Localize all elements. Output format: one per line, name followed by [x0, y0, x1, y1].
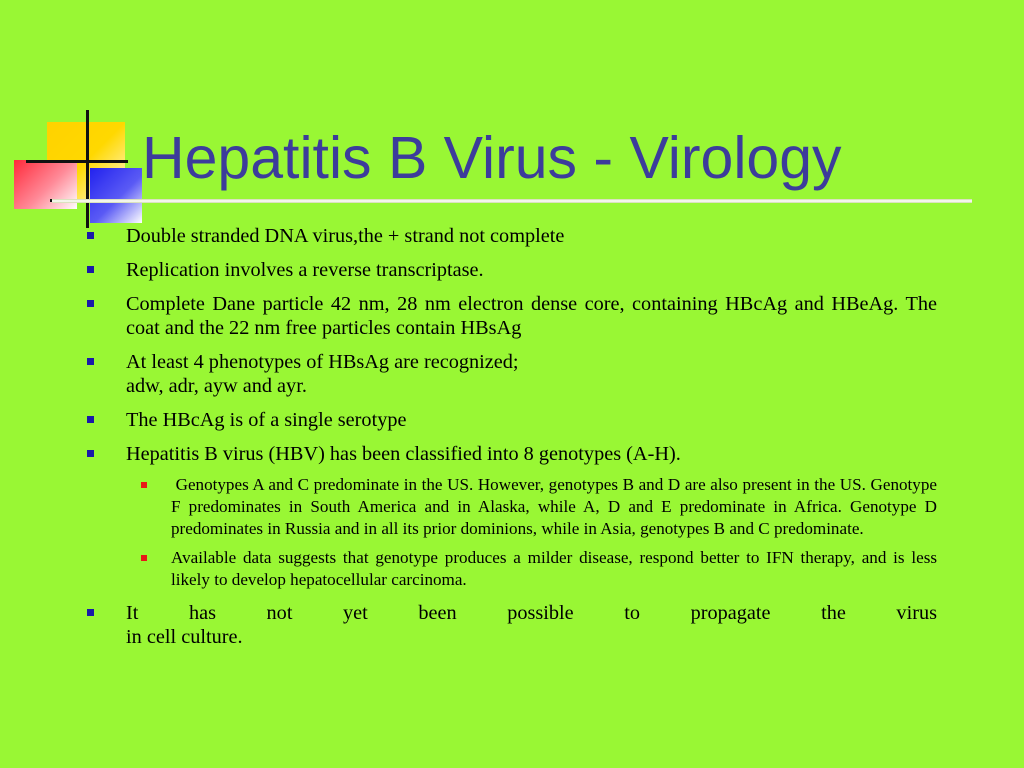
sub-bullet-item — [171, 474, 942, 540]
bullet-marker — [87, 450, 94, 457]
bullet-text: The HBcAg is of a single serotype — [126, 409, 407, 431]
bullet-text: Double stranded DNA virus,the + strand not complete — [126, 225, 565, 247]
blue-square — [90, 168, 142, 223]
logo-squares — [0, 0, 150, 240]
bullet-marker — [87, 266, 94, 273]
bullet-item — [86, 224, 937, 248]
bullet-text: At least 4 phenotypes of HBsAg are recognized; adw, adr, ayw and ayr. — [126, 351, 519, 397]
bullet-marker — [87, 300, 94, 307]
vertical-line — [86, 110, 89, 228]
bullet-list — [86, 224, 942, 659]
bullet-marker — [87, 416, 94, 423]
bullet-marker — [87, 232, 94, 239]
bullet-marker — [87, 609, 94, 616]
sub-bullet-text: Available data suggests that genotype produces a milder disease, respond better to IFN therapy, and is less likely to develop hepatocellular carcinoma. — [171, 548, 937, 589]
bullet-item — [86, 258, 937, 282]
bullet-item — [86, 408, 937, 432]
sub-bullet-text: Genotypes A and C predominate in the US. However, genotypes B and D are also present in the US. Genotype F predominates in South America and in Alaska, while A, D and E predominate in Africa. Genotype D predominates in Russia and in all its prior dominions, while in Asia, genotypes B and C predominate. — [171, 475, 942, 538]
bullet-item — [86, 442, 937, 466]
bullet-text-line: It has not yet been possible to propagate the virus — [126, 602, 937, 624]
sub-bullet-marker — [141, 482, 147, 488]
bullet-text: Complete Dane particle 42 nm, 28 nm electron dense core, containing HBcAg and HBeAg. The coat and the 22 nm free particles contain HBsAg — [126, 293, 937, 339]
title-rule — [52, 199, 972, 203]
bullet-item — [86, 292, 937, 340]
bullet-item — [86, 350, 937, 398]
horizontal-line-top — [26, 160, 128, 163]
bullet-text: Hepatitis B virus (HBV) has been classified into 8 genotypes (A-H). — [126, 443, 681, 465]
bullet-item — [86, 601, 937, 649]
bullet-text-line: in cell culture. — [126, 626, 243, 648]
sub-bullet-item — [171, 547, 937, 591]
bullet-text: Replication involves a reverse transcriptase. — [126, 259, 484, 281]
bullet-marker — [87, 358, 94, 365]
sub-bullet-marker — [141, 555, 147, 561]
slide-title: Hepatitis B Virus - Virology — [142, 125, 842, 191]
